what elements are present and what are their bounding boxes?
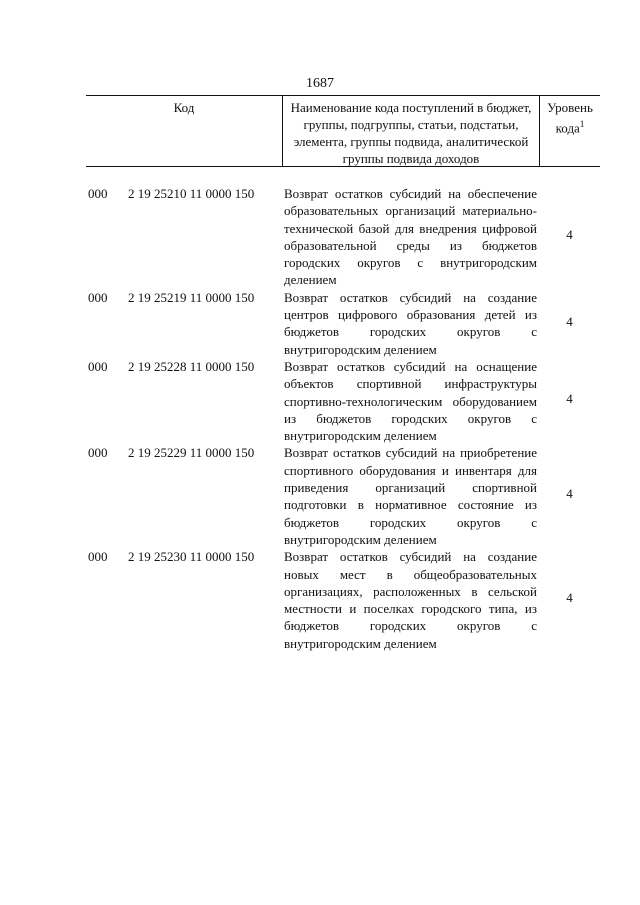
- header-code: Код: [173, 100, 195, 115]
- table-body: [86, 185, 600, 652]
- row-level: 4: [566, 313, 573, 329]
- table-row: [86, 289, 600, 358]
- row-name: Возврат остатков субсидий на создание новых мест в общеобразовательных организациях, расположенных в сельской местности и поселках городского типа, из бюджетов городских округов с внутригородским делением: [284, 549, 537, 651]
- page-number: 1687: [306, 76, 334, 91]
- table-row: [86, 185, 600, 289]
- row-name: Возврат остатков субсидий на создание центров цифрового образования детей из бюджетов городских округов с внутригородским делением: [284, 289, 537, 357]
- table-row: [86, 444, 600, 548]
- row-level: 4: [566, 590, 573, 606]
- header-level: [539, 96, 600, 166]
- row-admin-code: 000: [88, 445, 108, 461]
- row-income-code: 2 19 25219 11 0000 150: [128, 289, 255, 305]
- header-name: Наименование кода поступлений в бюджет, группы, подгруппы, статьи, подстатьи, элемента, группы подвида, аналитической группы подвида доходов: [282, 96, 539, 166]
- row-admin-code: 000: [88, 358, 108, 374]
- row-name: Возврат остатков субсидий на приобретение спортивного оборудования и инвентаря для приведения организаций спортивной подготовки в нормативное состояние из бюджетов городских округов с внутригородским делением: [284, 445, 537, 547]
- row-income-code: 2 19 25210 11 0000 150: [128, 186, 255, 201]
- table-row: [86, 358, 600, 444]
- row-level: 4: [566, 486, 573, 502]
- row-admin-code: 000: [88, 186, 108, 201]
- row-level: 4: [566, 390, 573, 406]
- row-admin-code: 000: [88, 289, 108, 305]
- row-income-code: 2 19 25228 11 0000 150: [128, 358, 255, 374]
- row-income-code: 2 19 25229 11 0000 150: [128, 445, 255, 461]
- row-income-code: 2 19 25230 11 0000 150: [128, 549, 255, 565]
- row-name: Возврат остатков субсидий на оснащение объектов спортивной инфраструктуры спортивно-технологическим оборудованием из бюджетов городских округов с внутригородским делением: [284, 358, 537, 444]
- table-row: [86, 548, 600, 652]
- header-level-label: Уровень кода: [547, 100, 593, 136]
- table-header: [86, 95, 600, 167]
- row-level: 4: [566, 227, 573, 242]
- row-name: Возврат остатков субсидий на обеспечение образовательных организаций материально-технической базой для внедрения цифровой образовательной среды из бюджетов городских округов с внутригородским делением: [284, 186, 537, 288]
- header-level-footnote: 1: [579, 119, 585, 129]
- row-admin-code: 000: [88, 549, 108, 565]
